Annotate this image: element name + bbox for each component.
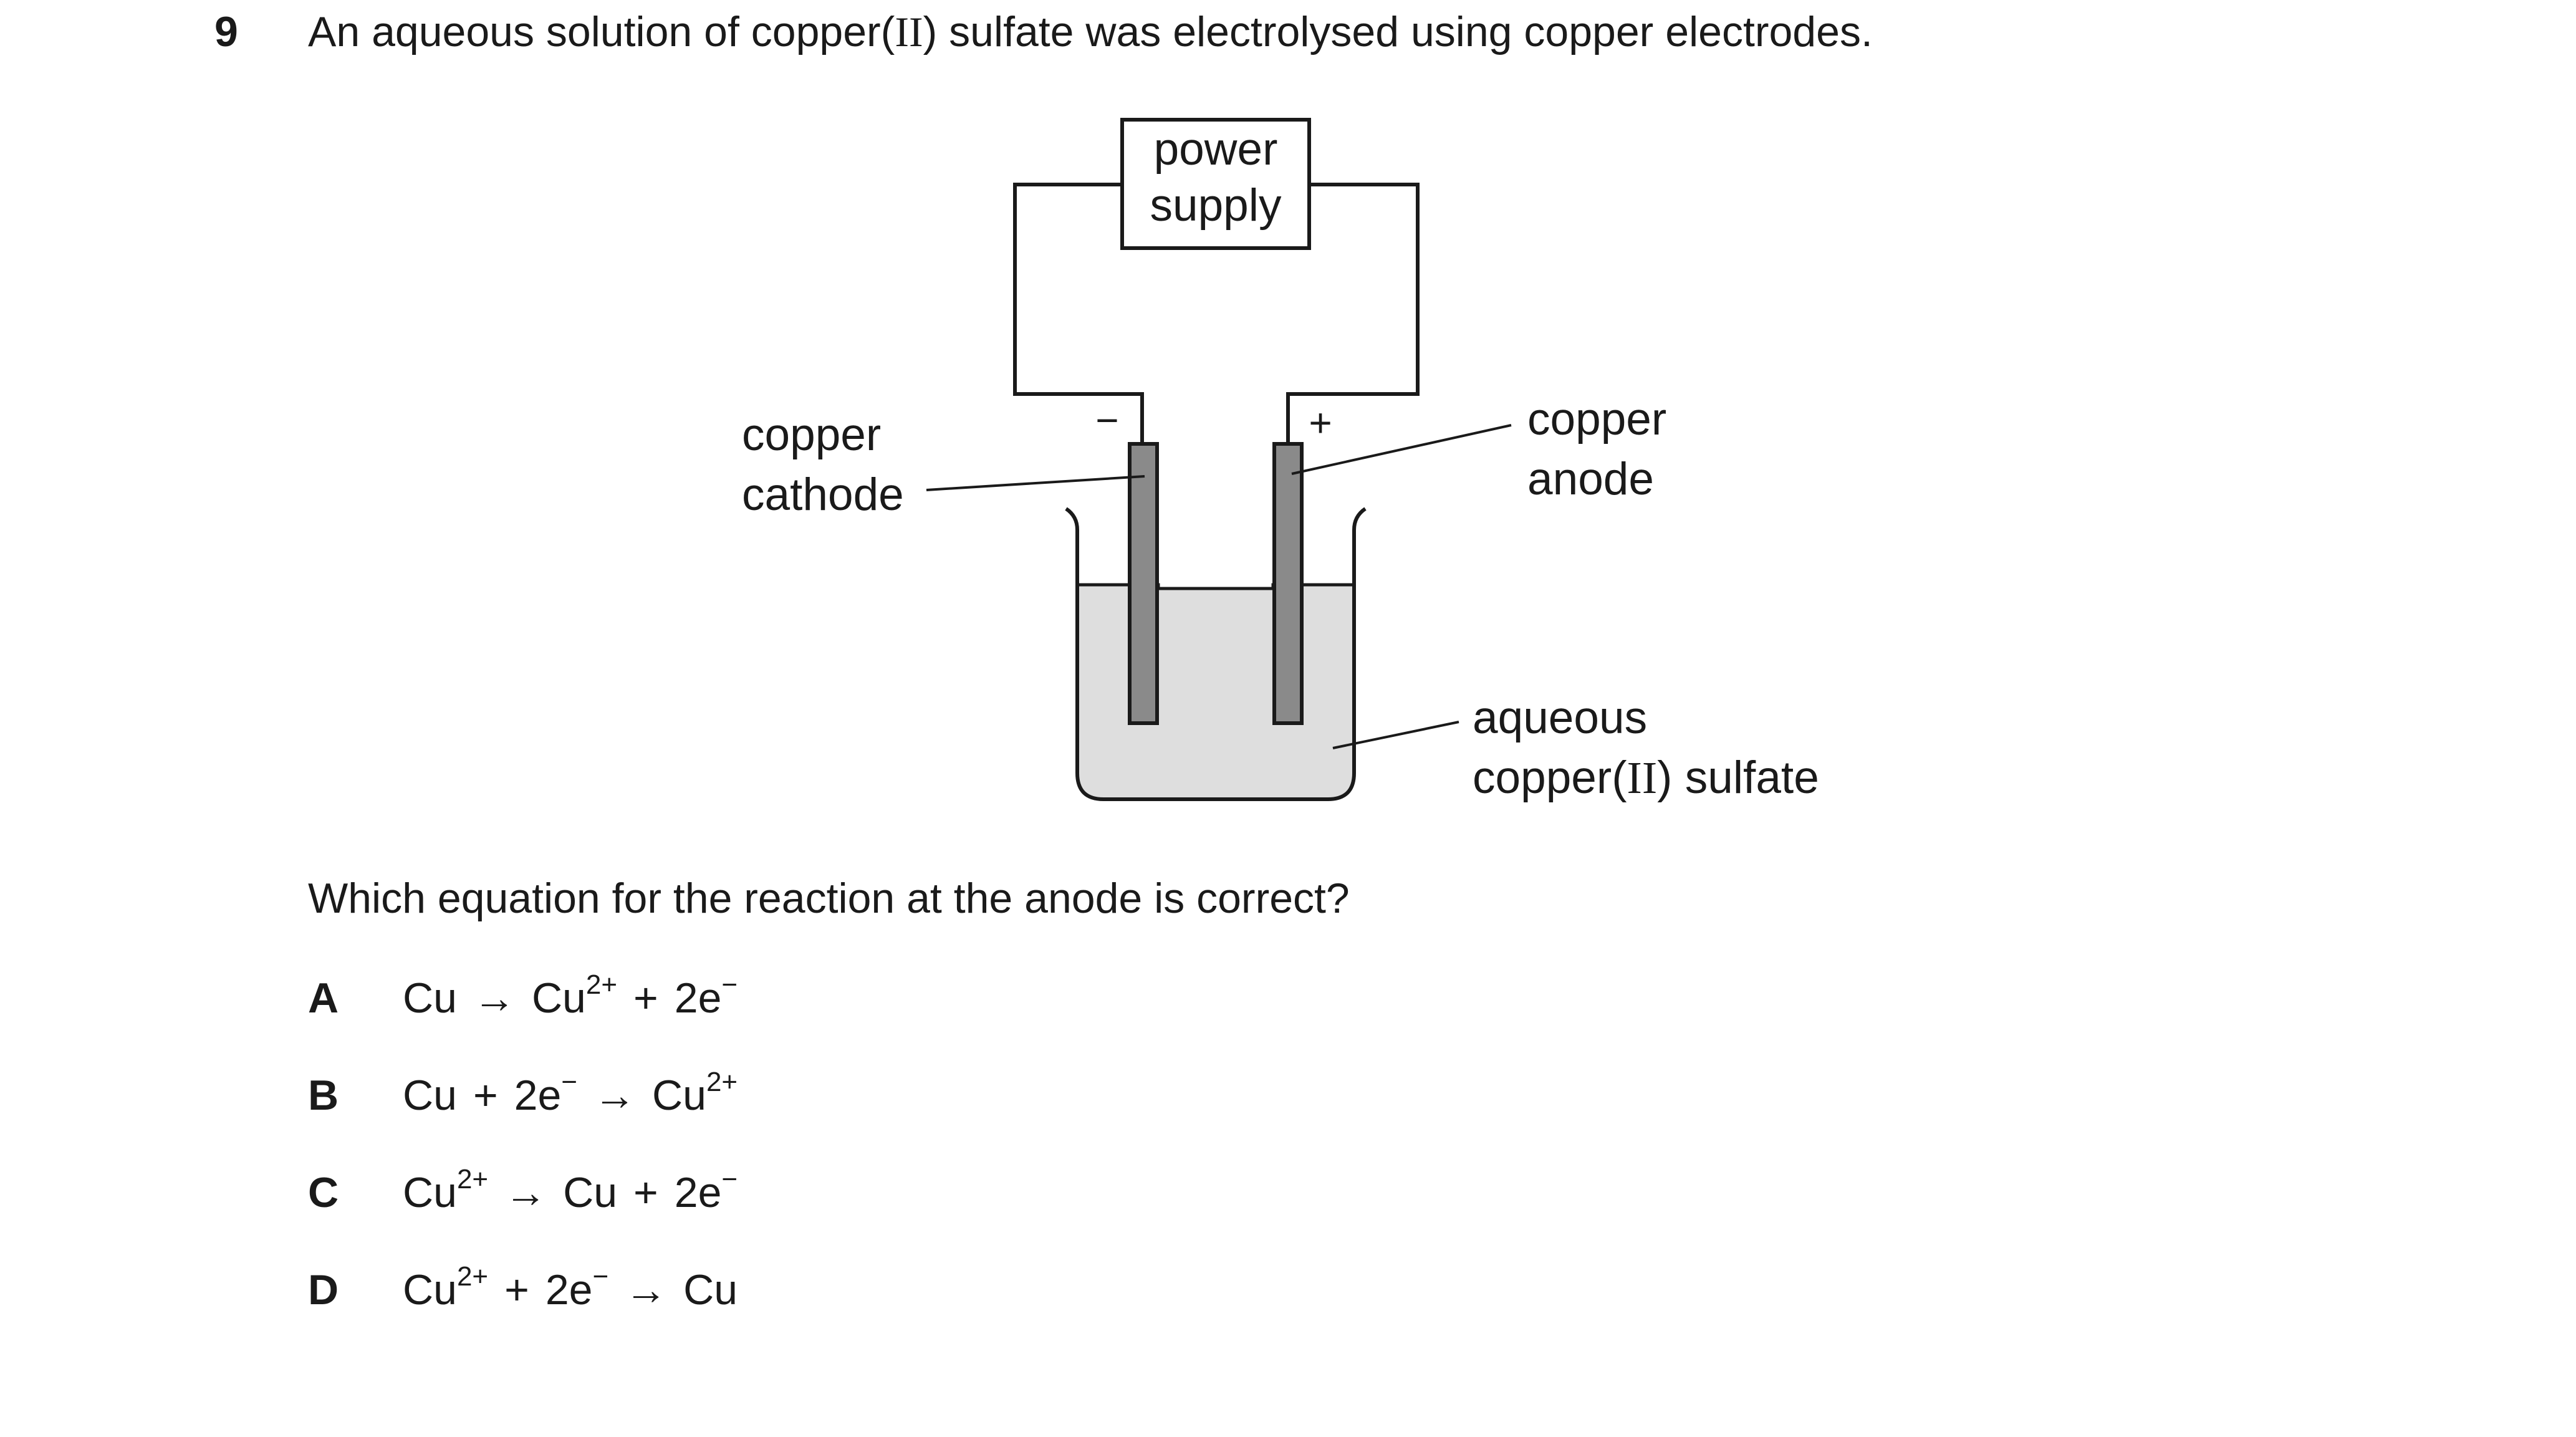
copper-cathode [1130,444,1157,723]
option-a-letter[interactable]: A [308,974,339,1022]
anode-label: copper anode [1527,394,1667,504]
power-supply-label-line1: power [1153,124,1278,175]
option-d-equation[interactable]: $Cu^{2+} + 2e^- \to Cu$ [403,1261,738,1314]
power-supply-label-line2: supply [1150,180,1282,231]
option-c-equation[interactable]: $Cu^{2+} \to Cu + 2e^-$ [403,1164,738,1216]
option-b-letter[interactable]: B [308,1072,339,1119]
cathode-label: copper cathode [742,410,904,520]
cathode-label-line [926,476,1145,490]
copper-sulfate-solution [1077,585,1354,799]
question-prompt: Which equation for the reaction at the anode is correct? [308,875,1350,922]
question-stem: An aqueous solution of copper(II) sulfate was electrolysed using copper electrodes. [308,8,1873,55]
copper-anode [1274,444,1302,723]
question-number: 9 [214,8,238,55]
option-d-letter[interactable]: D [308,1266,339,1314]
option-a-equation[interactable]: $Cu \to Cu^{2+} + 2e^-$ [403,969,738,1022]
negative-sign: − [1095,398,1119,443]
option-b-equation[interactable]: $Cu + 2e^- \to Cu^{2+}$ [403,1067,738,1119]
option-c-letter[interactable]: C [308,1169,339,1216]
solution-label: aqueous copper(II) sulfate [1473,693,1819,803]
positive-sign: + [1309,400,1332,445]
